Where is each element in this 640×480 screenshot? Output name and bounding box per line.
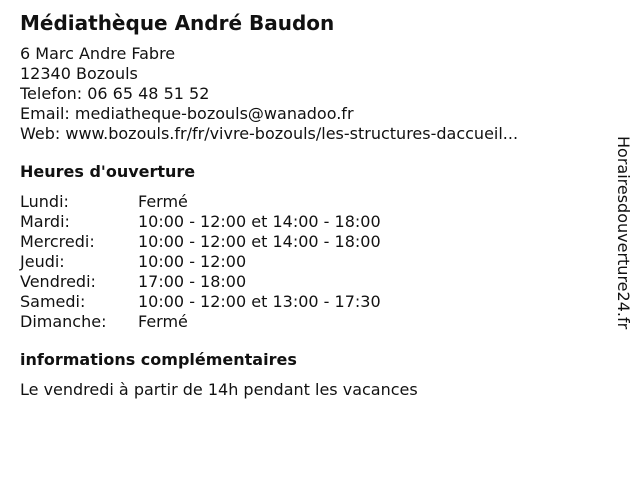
hours-day: Jeudi: <box>20 252 65 271</box>
hours-row-thursday <box>20 252 595 272</box>
opening-hours-heading: Heures d'ouverture <box>20 162 196 181</box>
hours-day: Samedi: <box>20 292 86 311</box>
watermark-text: Horairesdouverture24.fr <box>614 136 633 330</box>
phone-number: Telefon: 06 65 48 51 52 <box>20 84 210 103</box>
hours-day: Dimanche: <box>20 312 107 331</box>
website-url: Web: www.bozouls.fr/fr/vivre-bozouls/les-structures-daccueil... <box>20 124 519 143</box>
library-name: Médiathèque André Baudon <box>20 11 335 35</box>
hours-value: 17:00 - 18:00 <box>138 272 247 291</box>
additional-info-heading: informations complémentaires <box>20 350 297 369</box>
hours-row-friday <box>20 272 595 292</box>
hours-value: 10:00 - 12:00 et 14:00 - 18:00 <box>138 212 381 231</box>
hours-row-sunday <box>20 312 595 332</box>
hours-value: 10:00 - 12:00 et 13:00 - 17:30 <box>138 292 381 311</box>
hours-day: Mercredi: <box>20 232 95 251</box>
hours-row-saturday <box>20 292 595 312</box>
hours-day: Mardi: <box>20 212 70 231</box>
library-card <box>20 10 595 400</box>
hours-value: Fermé <box>138 312 188 331</box>
hours-value: 10:00 - 12:00 <box>138 252 247 271</box>
email-address: Email: mediatheque-bozouls@wanadoo.fr <box>20 104 354 123</box>
hours-row-tuesday <box>20 212 595 232</box>
hours-value: 10:00 - 12:00 et 14:00 - 18:00 <box>138 232 381 251</box>
hours-day: Lundi: <box>20 192 69 211</box>
hours-row-monday <box>20 192 595 212</box>
opening-hours-table <box>20 192 595 332</box>
address-street: 6 Marc Andre Fabre <box>20 44 176 63</box>
hours-value: Fermé <box>138 192 188 211</box>
hours-day: Vendredi: <box>20 272 96 291</box>
additional-info-text: Le vendredi à partir de 14h pendant les vacances <box>20 380 418 399</box>
hours-row-wednesday <box>20 232 595 252</box>
address-city: 12340 Bozouls <box>20 64 138 83</box>
address-block <box>20 44 595 144</box>
